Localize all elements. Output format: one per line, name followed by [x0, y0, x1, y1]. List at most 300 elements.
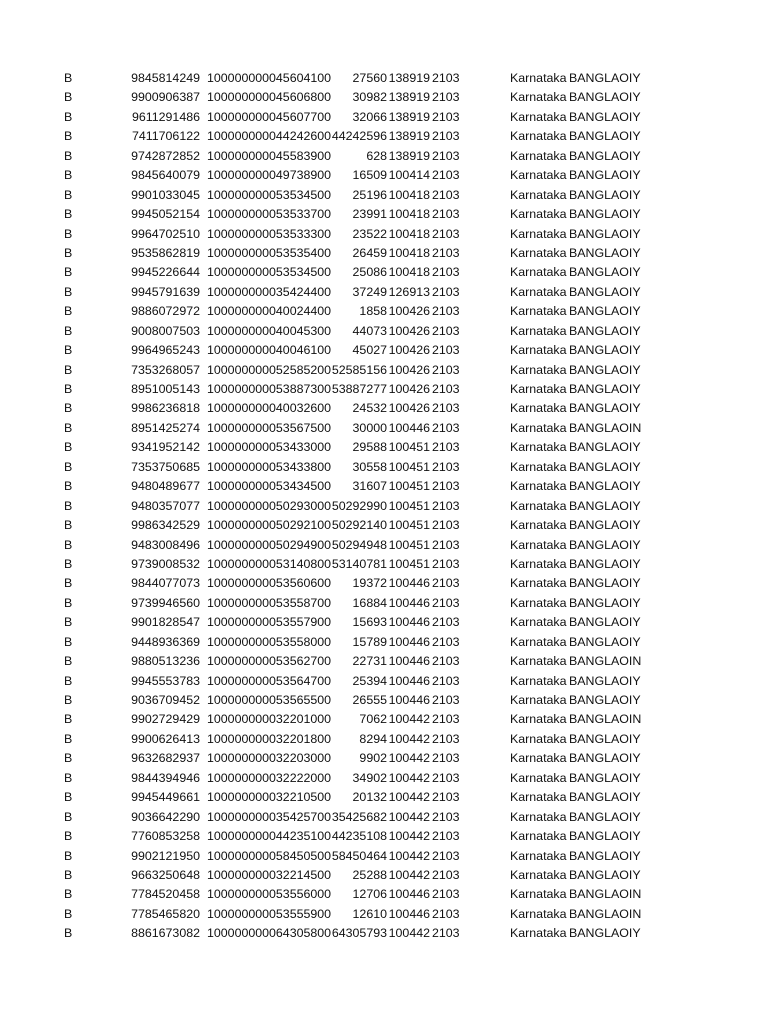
table-row — [0, 322, 768, 341]
state-cell: Karnataka — [510, 887, 567, 902]
table-row — [0, 88, 768, 107]
zone-code-cell: 2103 — [432, 673, 460, 688]
city-cell: BANGLAOIY — [569, 731, 641, 746]
code-cell: B — [64, 401, 73, 416]
table-row — [0, 613, 768, 632]
city-cell: BANGLAOIN — [569, 420, 642, 435]
city-cell: BANGLAOIY — [569, 304, 641, 319]
amount-cell: 34902 — [352, 770, 387, 785]
zone-code-cell: 2103 — [432, 867, 460, 882]
account-number-cell: 100000000053567500 — [207, 420, 332, 435]
account-number-cell: 100000000053433800 — [207, 459, 332, 474]
account-number-cell: 100000000050294900 — [207, 537, 332, 552]
state-cell: Karnataka — [510, 518, 567, 533]
code-cell: B — [64, 440, 73, 455]
account-number-cell: 100000000053562700 — [207, 654, 332, 669]
code-cell: B — [64, 420, 73, 435]
amount-cell: 25086 — [352, 265, 387, 280]
zone-code-cell: 2103 — [432, 129, 460, 144]
zone-code-cell: 2103 — [432, 518, 460, 533]
amount-cell: 44242596 — [331, 129, 387, 144]
account-number-cell: 100000000053887300 — [207, 382, 332, 396]
code-cell: B — [64, 109, 73, 124]
phone-cell: 9945052154 — [131, 207, 200, 222]
phone-cell: 9901033045 — [131, 187, 200, 202]
account-number-cell: 100000000032203000 — [207, 751, 332, 766]
code-cell: B — [64, 712, 73, 727]
state-cell: Karnataka — [510, 809, 567, 824]
phone-cell: 9739008532 — [131, 556, 200, 571]
city-cell: BANGLAOIY — [569, 245, 641, 260]
account-number-cell: 100000000049738900 — [207, 168, 332, 183]
amount-cell: 27560 — [352, 71, 387, 85]
table-row — [0, 477, 768, 496]
phone-cell: 9945791639 — [131, 284, 200, 299]
phone-cell: 7760853258 — [131, 829, 200, 844]
zone-code-cell: 2103 — [432, 848, 460, 863]
amount-cell: 32066 — [352, 109, 387, 124]
branch-code-cell: 100442 — [388, 731, 430, 746]
branch-code-cell: 100451 — [388, 440, 430, 455]
table-row — [0, 652, 768, 671]
zone-code-cell: 2103 — [432, 109, 460, 124]
code-cell: B — [64, 576, 73, 591]
city-cell: BANGLAOIY — [569, 518, 641, 533]
table-row — [0, 419, 768, 438]
zone-code-cell: 2103 — [432, 168, 460, 183]
zone-code-cell: 2103 — [432, 926, 460, 941]
account-number-cell: 100000000032201800 — [207, 731, 332, 746]
phone-cell: 9986342529 — [131, 518, 200, 533]
account-number-cell: 100000000050292100 — [207, 518, 332, 533]
branch-code-cell: 138919 — [388, 109, 430, 124]
amount-cell: 53887277 — [331, 382, 387, 396]
phone-cell: 9845640079 — [131, 168, 200, 183]
account-number-cell: 100000000044242600 — [207, 129, 332, 144]
phone-cell: 9945449661 — [131, 790, 200, 805]
branch-code-cell: 100442 — [388, 809, 430, 824]
city-cell: BANGLAOIY — [569, 440, 641, 455]
code-cell: B — [64, 615, 73, 630]
amount-cell: 16884 — [352, 595, 387, 610]
table-row — [0, 108, 768, 127]
table-row — [0, 361, 768, 380]
zone-code-cell: 2103 — [432, 148, 460, 163]
state-cell: Karnataka — [510, 595, 567, 610]
phone-cell: 9844077073 — [131, 576, 200, 591]
account-number-cell: 100000000053564700 — [207, 673, 332, 688]
code-cell: B — [64, 129, 73, 144]
code-cell: B — [64, 731, 73, 746]
account-number-cell: 100000000045604100 — [207, 71, 332, 85]
amount-cell: 8294 — [359, 731, 387, 746]
zone-code-cell: 2103 — [432, 401, 460, 416]
account-number-cell: 100000000053534500 — [207, 187, 332, 202]
zone-code-cell: 2103 — [432, 323, 460, 338]
code-cell: B — [64, 304, 73, 319]
branch-code-cell: 100446 — [388, 595, 430, 610]
amount-cell: 31607 — [352, 479, 387, 494]
branch-code-cell: 100426 — [388, 343, 430, 358]
city-cell: BANGLAOIY — [569, 673, 641, 688]
table-row — [0, 147, 768, 166]
code-cell: B — [64, 168, 73, 183]
code-cell: B — [64, 751, 73, 766]
branch-code-cell: 100442 — [388, 848, 430, 863]
table-row — [0, 808, 768, 827]
amount-cell: 29588 — [352, 440, 387, 455]
code-cell: B — [64, 693, 73, 707]
phone-cell: 9964702510 — [131, 226, 200, 241]
branch-code-cell: 100418 — [388, 187, 430, 202]
phone-cell: 9945226644 — [131, 265, 200, 280]
amount-cell: 25196 — [352, 187, 387, 202]
phone-cell: 9480357077 — [131, 498, 200, 513]
zone-code-cell: 2103 — [432, 654, 460, 669]
code-cell: B — [64, 187, 73, 202]
branch-code-cell: 100446 — [388, 906, 430, 921]
city-cell: BANGLAOIY — [569, 187, 641, 202]
state-cell: Karnataka — [510, 634, 567, 649]
zone-code-cell: 2103 — [432, 362, 460, 377]
branch-code-cell: 100426 — [388, 323, 430, 338]
amount-cell: 58450464 — [331, 848, 387, 863]
account-number-cell: 100000000050293000 — [207, 498, 332, 513]
amount-cell: 30558 — [352, 459, 387, 474]
branch-code-cell: 100451 — [388, 479, 430, 494]
code-cell: B — [64, 867, 73, 882]
code-cell: B — [64, 770, 73, 785]
city-cell: BANGLAOIY — [569, 770, 641, 785]
table-row — [0, 380, 768, 399]
code-cell: B — [64, 245, 73, 260]
amount-cell: 23991 — [352, 207, 387, 222]
table-row — [0, 166, 768, 185]
account-number-cell: 100000000058450500 — [207, 848, 332, 863]
zone-code-cell: 2103 — [432, 265, 460, 280]
amount-cell: 52585156 — [331, 362, 387, 377]
state-cell: Karnataka — [510, 440, 567, 455]
state-cell: Karnataka — [510, 129, 567, 144]
zone-code-cell: 2103 — [432, 576, 460, 591]
table-row — [0, 594, 768, 613]
branch-code-cell: 100446 — [388, 887, 430, 902]
amount-cell: 45027 — [352, 343, 387, 358]
branch-code-cell: 100446 — [388, 576, 430, 591]
state-cell: Karnataka — [510, 906, 567, 921]
zone-code-cell: 2103 — [432, 343, 460, 358]
phone-cell: 9901828547 — [131, 615, 200, 630]
account-number-cell: 100000000035425700 — [207, 809, 332, 824]
amount-cell: 15693 — [352, 615, 387, 630]
zone-code-cell: 2103 — [432, 304, 460, 319]
phone-cell: 9036709452 — [131, 693, 200, 707]
table-row — [0, 749, 768, 768]
table-row — [0, 788, 768, 807]
phone-cell: 9845814249 — [131, 71, 200, 85]
branch-code-cell: 100426 — [388, 382, 430, 396]
phone-cell: 9663250648 — [131, 867, 200, 882]
code-cell: B — [64, 323, 73, 338]
account-number-cell: 100000000053558000 — [207, 634, 332, 649]
zone-code-cell: 2103 — [432, 615, 460, 630]
zone-code-cell: 2103 — [432, 207, 460, 222]
branch-code-cell: 100451 — [388, 518, 430, 533]
code-cell: B — [64, 887, 73, 902]
table-row — [0, 924, 768, 943]
amount-cell: 30000 — [352, 420, 387, 435]
branch-code-cell: 100426 — [388, 401, 430, 416]
state-cell: Karnataka — [510, 148, 567, 163]
account-number-cell: 100000000064305800 — [207, 926, 332, 941]
branch-code-cell: 100414 — [388, 168, 430, 183]
code-cell: B — [64, 207, 73, 222]
state-cell: Karnataka — [510, 673, 567, 688]
zone-code-cell: 2103 — [432, 906, 460, 921]
amount-cell: 20132 — [352, 790, 387, 805]
branch-code-cell: 100418 — [388, 245, 430, 260]
city-cell: BANGLAOIY — [569, 109, 641, 124]
state-cell: Karnataka — [510, 498, 567, 513]
account-number-cell: 100000000040046100 — [207, 343, 332, 358]
branch-code-cell: 100446 — [388, 673, 430, 688]
table-row — [0, 574, 768, 593]
branch-code-cell: 100446 — [388, 634, 430, 649]
branch-code-cell: 138919 — [388, 90, 430, 105]
zone-code-cell: 2103 — [432, 731, 460, 746]
code-cell: B — [64, 926, 73, 941]
zone-code-cell: 2103 — [432, 790, 460, 805]
city-cell: BANGLAOIY — [569, 537, 641, 552]
state-cell: Karnataka — [510, 848, 567, 863]
zone-code-cell: 2103 — [432, 420, 460, 435]
code-cell: B — [64, 829, 73, 844]
account-number-cell: 100000000052585200 — [207, 362, 332, 377]
phone-cell: 9886072972 — [131, 304, 200, 319]
amount-cell: 35425682 — [331, 809, 387, 824]
phone-cell: 9900626413 — [131, 731, 200, 746]
phone-cell: 9902729429 — [131, 712, 200, 727]
phone-cell: 9341952142 — [131, 440, 200, 455]
branch-code-cell: 100442 — [388, 751, 430, 766]
phone-cell: 9742872852 — [131, 148, 200, 163]
account-number-cell: 100000000053533700 — [207, 207, 332, 222]
zone-code-cell: 2103 — [432, 595, 460, 610]
account-number-cell: 100000000040024400 — [207, 304, 332, 319]
state-cell: Karnataka — [510, 245, 567, 260]
city-cell: BANGLAOIY — [569, 459, 641, 474]
state-cell: Karnataka — [510, 459, 567, 474]
code-cell: B — [64, 226, 73, 241]
branch-code-cell: 100418 — [388, 226, 430, 241]
amount-cell: 64305793 — [331, 926, 387, 941]
city-cell: BANGLAOIY — [569, 926, 641, 941]
zone-code-cell: 2103 — [432, 498, 460, 513]
state-cell: Karnataka — [510, 829, 567, 844]
city-cell: BANGLAOIY — [569, 71, 641, 85]
branch-code-cell: 100426 — [388, 362, 430, 377]
account-number-cell: 100000000053555900 — [207, 906, 332, 921]
branch-code-cell: 100446 — [388, 615, 430, 630]
amount-cell: 44235108 — [331, 829, 387, 844]
zone-code-cell: 2103 — [432, 751, 460, 766]
table-row — [0, 672, 768, 691]
branch-code-cell: 100451 — [388, 556, 430, 571]
account-number-cell: 100000000053534500 — [207, 265, 332, 280]
account-number-cell: 100000000053556000 — [207, 887, 332, 902]
table-row — [0, 302, 768, 321]
amount-cell: 25288 — [352, 867, 387, 882]
state-cell: Karnataka — [510, 770, 567, 785]
account-number-cell: 100000000040045300 — [207, 323, 332, 338]
branch-code-cell: 100426 — [388, 304, 430, 319]
code-cell: B — [64, 90, 73, 105]
branch-code-cell: 100442 — [388, 770, 430, 785]
table-row — [0, 730, 768, 749]
branch-code-cell: 100442 — [388, 829, 430, 844]
phone-cell: 9611291486 — [132, 109, 200, 124]
city-cell: BANGLAOIY — [569, 168, 641, 183]
amount-cell: 25394 — [352, 673, 387, 688]
account-number-cell: 100000000045606800 — [207, 90, 332, 105]
phone-cell: 9008007503 — [131, 323, 200, 338]
amount-cell: 26555 — [352, 693, 387, 707]
branch-code-cell: 138919 — [388, 129, 430, 144]
code-cell: B — [64, 459, 73, 474]
code-cell: B — [64, 790, 73, 805]
state-cell: Karnataka — [510, 168, 567, 183]
account-number-cell: 100000000032210500 — [207, 790, 332, 805]
phone-cell: 9986236818 — [131, 401, 200, 416]
phone-cell: 9964965243 — [131, 343, 200, 358]
account-number-cell: 100000000045583900 — [207, 148, 332, 163]
table-row — [0, 691, 768, 710]
code-cell: B — [64, 906, 73, 921]
table-row — [0, 244, 768, 263]
state-cell: Karnataka — [510, 382, 567, 396]
phone-cell: 9900906387 — [131, 90, 200, 105]
state-cell: Karnataka — [510, 226, 567, 241]
code-cell: B — [64, 148, 73, 163]
code-cell: B — [64, 362, 73, 377]
state-cell: Karnataka — [510, 187, 567, 202]
zone-code-cell: 2103 — [432, 245, 460, 260]
table-row — [0, 127, 768, 146]
zone-code-cell: 2103 — [432, 770, 460, 785]
zone-code-cell: 2103 — [432, 537, 460, 552]
account-number-cell: 100000000032201000 — [207, 712, 332, 727]
code-cell: B — [64, 809, 73, 824]
city-cell: BANGLAOIY — [569, 634, 641, 649]
zone-code-cell: 2103 — [432, 887, 460, 902]
state-cell: Karnataka — [510, 401, 567, 416]
city-cell: BANGLAOIY — [569, 556, 641, 571]
code-cell: B — [64, 537, 73, 552]
phone-cell: 9739946560 — [131, 595, 200, 610]
zone-code-cell: 2103 — [432, 479, 460, 494]
table-row — [0, 866, 768, 885]
account-number-cell: 100000000044235100 — [207, 829, 332, 844]
table-row — [0, 263, 768, 282]
state-cell: Karnataka — [510, 304, 567, 319]
amount-cell: 26459 — [352, 245, 387, 260]
branch-code-cell: 100446 — [388, 420, 430, 435]
table-row — [0, 847, 768, 866]
table-row — [0, 769, 768, 788]
zone-code-cell: 2103 — [432, 187, 460, 202]
amount-cell: 53140781 — [331, 556, 387, 571]
code-cell: B — [64, 343, 73, 358]
state-cell: Karnataka — [510, 362, 567, 377]
code-cell: B — [64, 595, 73, 610]
amount-cell: 22731 — [352, 654, 387, 669]
branch-code-cell: 138919 — [388, 148, 430, 163]
phone-cell: 7353750685 — [131, 459, 200, 474]
code-cell: B — [64, 654, 73, 669]
table-row — [0, 497, 768, 516]
zone-code-cell: 2103 — [432, 712, 460, 727]
city-cell: BANGLAOIY — [569, 362, 641, 377]
zone-code-cell: 2103 — [432, 693, 460, 707]
city-cell: BANGLAOIY — [569, 809, 641, 824]
zone-code-cell: 2103 — [432, 634, 460, 649]
phone-cell: 9480489677 — [131, 479, 200, 494]
city-cell: BANGLAOIY — [569, 382, 641, 396]
state-cell: Karnataka — [510, 731, 567, 746]
branch-code-cell: 100451 — [388, 459, 430, 474]
city-cell: BANGLAOIN — [569, 887, 642, 902]
table-row — [0, 225, 768, 244]
account-number-cell: 100000000053535400 — [207, 245, 332, 260]
state-cell: Karnataka — [510, 654, 567, 669]
table-row — [0, 710, 768, 729]
table-row — [0, 283, 768, 302]
phone-cell: 9632682937 — [131, 751, 200, 766]
city-cell: BANGLAOIY — [569, 790, 641, 805]
account-number-cell: 100000000053565500 — [207, 693, 332, 707]
city-cell: BANGLAOIY — [569, 479, 641, 494]
table-row — [0, 341, 768, 360]
city-cell: BANGLAOIY — [569, 615, 641, 630]
branch-code-cell: 126913 — [388, 284, 430, 299]
zone-code-cell: 2103 — [432, 440, 460, 455]
branch-code-cell: 100442 — [388, 867, 430, 882]
account-number-cell: 100000000032222000 — [207, 770, 332, 785]
amount-cell: 1858 — [359, 304, 387, 319]
code-cell: B — [64, 382, 73, 396]
account-number-cell: 100000000035424400 — [207, 284, 332, 299]
city-cell: BANGLAOIY — [569, 265, 641, 280]
account-number-cell: 100000000053560600 — [207, 576, 332, 591]
city-cell: BANGLAOIY — [569, 148, 641, 163]
state-cell: Karnataka — [510, 615, 567, 630]
table-row — [0, 633, 768, 652]
code-cell: B — [64, 556, 73, 571]
zone-code-cell: 2103 — [432, 459, 460, 474]
city-cell: BANGLAOIY — [569, 848, 641, 863]
table-row — [0, 186, 768, 205]
account-number-cell: 100000000053558700 — [207, 595, 332, 610]
state-cell: Karnataka — [510, 576, 567, 591]
account-number-cell: 100000000053434500 — [207, 479, 332, 494]
zone-code-cell: 2103 — [432, 829, 460, 844]
code-cell: B — [64, 479, 73, 494]
amount-cell: 9902 — [359, 751, 387, 766]
state-cell: Karnataka — [510, 109, 567, 124]
state-cell: Karnataka — [510, 323, 567, 338]
account-number-cell: 100000000032214500 — [207, 867, 332, 882]
table-row — [0, 536, 768, 555]
